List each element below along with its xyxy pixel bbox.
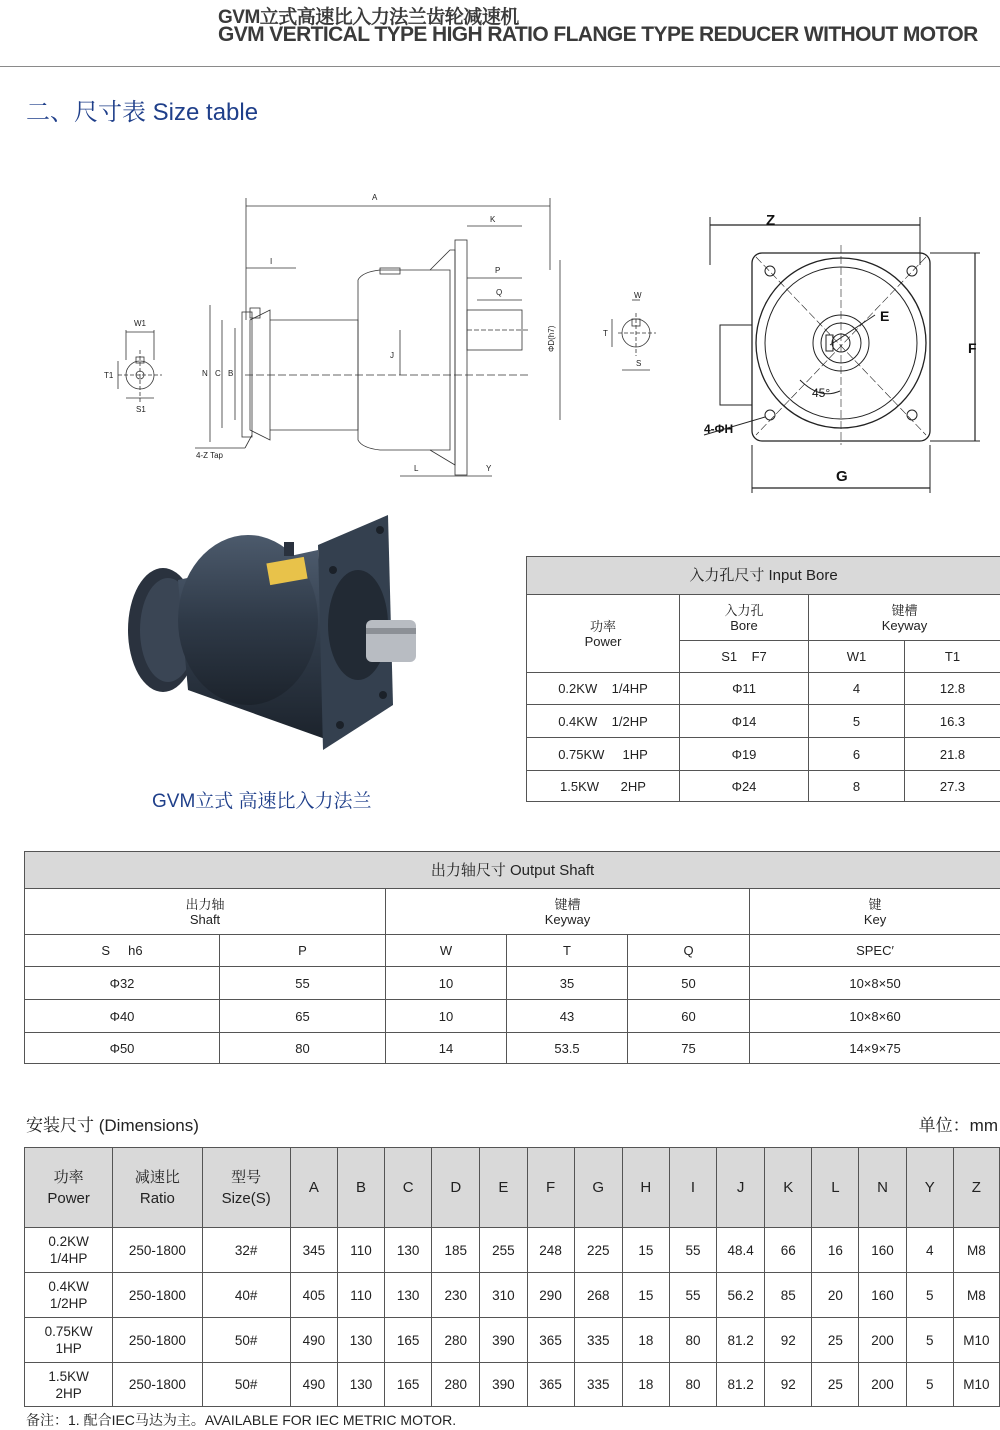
cell-val: 165 [385, 1318, 432, 1363]
table-row [25, 1000, 1000, 1033]
cell-w1: 8 [809, 771, 905, 802]
cell-val: 130 [337, 1363, 384, 1407]
cell-t1: 27.3 [905, 771, 1000, 802]
table-row [527, 673, 1000, 705]
col-header: I [669, 1148, 716, 1228]
label-angle: 45° [812, 386, 830, 400]
cell-p: 80 [220, 1033, 386, 1064]
cell-s: Φ50 [25, 1033, 220, 1064]
keyway-en: Keyway [809, 618, 1000, 633]
cell-power: 0.2KW 1/4HP [527, 673, 680, 705]
cell-ratio: 250-1800 [113, 1273, 202, 1318]
table-row [25, 1318, 1000, 1363]
table-row [25, 967, 1000, 1000]
output-shaft-section [600, 288, 660, 383]
unit-label: 单位：mm [919, 1111, 998, 1136]
cell-val: 25 [812, 1363, 859, 1407]
cell-val: 345 [290, 1228, 337, 1273]
cell-val: M10 [953, 1318, 999, 1363]
cell-val: 15 [622, 1273, 669, 1318]
input-bore-end-view [118, 330, 162, 402]
cell-val: 160 [859, 1273, 906, 1318]
col-header: A [290, 1148, 337, 1228]
label-Z: Z [766, 212, 775, 229]
keyway-en: Keyway [386, 912, 749, 927]
col-header: E [480, 1148, 527, 1228]
cell-val: 160 [859, 1228, 906, 1273]
keyway-cn: 键槽 [809, 603, 1000, 618]
dim-power-header [25, 1148, 113, 1228]
cell-bore: Φ19 [680, 738, 809, 771]
cell-size: 32# [202, 1228, 290, 1273]
cell-bore: Φ11 [680, 673, 809, 705]
dimensions-title: 安装尺寸 (Dimensions) [26, 1111, 199, 1136]
sub-t: T [507, 935, 628, 967]
table-row [527, 771, 1000, 802]
col-header: Y [906, 1148, 953, 1228]
key-header [750, 889, 1000, 935]
cell-spec: 10×8×50 [750, 967, 1000, 1000]
cell-val: 92 [765, 1318, 812, 1363]
cell-size: 50# [202, 1363, 290, 1407]
sub-spec: SPEC′ [750, 935, 1000, 967]
col-header: H [622, 1148, 669, 1228]
output-shaft-title: 出力轴尺寸 Output Shaft [25, 852, 1000, 889]
cell-val: 490 [290, 1318, 337, 1363]
cell-q: 60 [628, 1000, 750, 1033]
keyway-header [809, 595, 1000, 641]
kw: 0.4KW [25, 1278, 112, 1295]
keyway-cn: 键槽 [386, 897, 749, 912]
cell-val: 185 [432, 1228, 480, 1273]
cell-s: Φ32 [25, 967, 220, 1000]
shaft-en: Shaft [25, 912, 385, 927]
cell-val: 4 [906, 1228, 953, 1273]
kw: 0.75KW [25, 1323, 112, 1340]
cell-w1: 5 [809, 705, 905, 738]
cell-val: 165 [385, 1363, 432, 1407]
cell-ratio: 250-1800 [113, 1228, 202, 1273]
key-en: Key [750, 912, 1000, 927]
cell-s: Φ40 [25, 1000, 220, 1033]
cell-val: 16 [812, 1228, 859, 1273]
bore-header [680, 595, 809, 641]
cell-val: 20 [812, 1273, 859, 1318]
power-en: Power [25, 1188, 112, 1209]
product-image [118, 510, 428, 775]
label-C: C [215, 369, 221, 378]
cell-val: 200 [859, 1318, 906, 1363]
label-N: N [202, 369, 208, 378]
table-row [25, 1228, 1000, 1273]
label-S1: S1 [136, 405, 146, 414]
cell-val: 5 [906, 1318, 953, 1363]
cell-val: 5 [906, 1363, 953, 1407]
cell-val: 80 [669, 1363, 716, 1407]
sub-w: W [386, 935, 507, 967]
cell-t: 53.5 [507, 1033, 628, 1064]
sub-q: Q [628, 935, 750, 967]
hp: 1/4HP [25, 1250, 112, 1267]
key-cn: 键 [750, 897, 1000, 912]
label-F: F [968, 340, 977, 356]
cell-bore: Φ24 [680, 771, 809, 802]
cell-val: 405 [290, 1273, 337, 1318]
label-Q: Q [496, 288, 502, 297]
col-header: N [859, 1148, 906, 1228]
table-row [527, 738, 1000, 771]
col-header: Z [953, 1148, 999, 1228]
sub-s1: S1 F7 [680, 641, 809, 673]
col-header: F [527, 1148, 574, 1228]
keyway-header [386, 889, 750, 935]
cell-val: 5 [906, 1273, 953, 1318]
kw: 0.2KW [25, 1233, 112, 1250]
cell-p: 55 [220, 967, 386, 1000]
dimensions-table [24, 1147, 1000, 1407]
side-view-drawing [100, 180, 580, 495]
cell-t: 35 [507, 967, 628, 1000]
cell-val: 130 [385, 1273, 432, 1318]
cell-val: 110 [337, 1228, 384, 1273]
cell-val: 365 [527, 1318, 574, 1363]
cell-val: 18 [622, 1318, 669, 1363]
label-T: T [603, 329, 608, 338]
cell-val: 81.2 [717, 1363, 765, 1407]
shaft-cn: 出力轴 [25, 897, 385, 912]
cell-size: 50# [202, 1318, 290, 1363]
header-title-en: GVM VERTICAL TYPE HIGH RATIO FLANGE TYPE REDUCER WITHOUT MOTOR [218, 23, 978, 47]
cell-t1: 21.8 [905, 738, 1000, 771]
hp: 1HP [25, 1340, 112, 1357]
cell-power [25, 1318, 113, 1363]
output-shaft-table [24, 851, 1000, 1064]
cell-val: 130 [385, 1228, 432, 1273]
cell-val: 15 [622, 1228, 669, 1273]
ratio-en: Ratio [113, 1188, 201, 1209]
cell-val: 268 [574, 1273, 622, 1318]
dim-ratio-header [113, 1148, 202, 1228]
cell-power [25, 1363, 113, 1407]
label-W: W [634, 291, 642, 300]
input-bore-power-header [527, 595, 680, 673]
cell-spec: 14×9×75 [750, 1033, 1000, 1064]
shaft-header [25, 889, 386, 935]
label-S: S [636, 359, 641, 368]
label-Y: Y [486, 464, 492, 473]
sub-p: P [220, 935, 386, 967]
footnote: 备注：1. 配合IEC马达为主。AVAILABLE FOR IEC METRIC MOTOR. [26, 1410, 456, 1430]
col-header: J [717, 1148, 765, 1228]
label-OD: ΦD(h7) [547, 325, 556, 352]
header-title-cn: GVM立式高速比入力法兰齿轮减速机 [218, 2, 519, 29]
cell-power: 1.5KW 2HP [527, 771, 680, 802]
input-bore-title: 入力孔尺寸 Input Bore [527, 557, 1000, 595]
cell-val: 85 [765, 1273, 812, 1318]
col-header: K [765, 1148, 812, 1228]
cell-q: 50 [628, 967, 750, 1000]
bore-en: Bore [680, 618, 808, 633]
cell-power: 0.4KW 1/2HP [527, 705, 680, 738]
cell-val: 225 [574, 1228, 622, 1273]
hp: 1/2HP [25, 1295, 112, 1312]
cell-val: 25 [812, 1318, 859, 1363]
cell-val: 310 [480, 1273, 527, 1318]
ratio-cn: 减速比 [113, 1167, 201, 1188]
cell-val: 55 [669, 1273, 716, 1318]
cell-val: M10 [953, 1363, 999, 1407]
sub-s: S h6 [25, 935, 220, 967]
table-row [25, 1033, 1000, 1064]
label-W1: W1 [134, 319, 147, 328]
size-cn: 型号 [203, 1167, 290, 1188]
cell-val: 110 [337, 1273, 384, 1318]
table-row [25, 1273, 1000, 1318]
power-en: Power [527, 634, 679, 649]
front-flange-view [690, 205, 990, 500]
cell-val: 390 [480, 1318, 527, 1363]
cell-val: 18 [622, 1363, 669, 1407]
col-header: G [574, 1148, 622, 1228]
label-G: G [836, 468, 848, 485]
cell-val: 280 [432, 1318, 480, 1363]
cell-w1: 6 [809, 738, 905, 771]
cell-val: 66 [765, 1228, 812, 1273]
cell-size: 40# [202, 1273, 290, 1318]
hp: 2HP [25, 1385, 112, 1402]
power-cn: 功率 [527, 619, 679, 634]
cell-val: 200 [859, 1363, 906, 1407]
label-ZTap: 4-Z Tap [196, 451, 224, 460]
cell-val: 365 [527, 1363, 574, 1407]
size-en: Size(S) [203, 1188, 290, 1209]
col-header: C [385, 1148, 432, 1228]
label-H: 4-ΦH [704, 422, 733, 436]
label-E: E [880, 308, 889, 324]
input-bore-table [526, 556, 1000, 802]
cell-power: 0.75KW 1HP [527, 738, 680, 771]
label-T1: T1 [104, 371, 114, 380]
cell-w: 10 [386, 967, 507, 1000]
col-header: D [432, 1148, 480, 1228]
cell-p: 65 [220, 1000, 386, 1033]
cell-power [25, 1273, 113, 1318]
cell-val: 280 [432, 1363, 480, 1407]
cell-t1: 16.3 [905, 705, 1000, 738]
cell-val: 55 [669, 1228, 716, 1273]
product-caption: GVM立式 高速比入力法兰 [152, 786, 372, 813]
cell-bore: Φ14 [680, 705, 809, 738]
cell-t1: 12.8 [905, 673, 1000, 705]
cell-val: M8 [953, 1273, 999, 1318]
cell-t: 43 [507, 1000, 628, 1033]
cell-w: 14 [386, 1033, 507, 1064]
cell-val: 490 [290, 1363, 337, 1407]
cell-val: 56.2 [717, 1273, 765, 1318]
cell-val: 92 [765, 1363, 812, 1407]
label-J: J [390, 351, 394, 360]
cell-power [25, 1228, 113, 1273]
cell-w1: 4 [809, 673, 905, 705]
bore-cn: 入力孔 [680, 603, 808, 618]
cell-ratio: 250-1800 [113, 1318, 202, 1363]
sub-t1: T1 [905, 641, 1000, 673]
label-I: I [270, 257, 272, 266]
cell-val: 248 [527, 1228, 574, 1273]
label-A: A [372, 193, 378, 202]
cell-val: 390 [480, 1363, 527, 1407]
cell-ratio: 250-1800 [113, 1363, 202, 1407]
cell-val: 255 [480, 1228, 527, 1273]
cell-val: 230 [432, 1273, 480, 1318]
cell-val: 80 [669, 1318, 716, 1363]
cell-val: 81.2 [717, 1318, 765, 1363]
label-B: B [228, 369, 233, 378]
dim-size-header [202, 1148, 290, 1228]
label-P: P [495, 266, 500, 275]
section-title: 二、尺寸表 Size table [26, 92, 258, 127]
table-row [25, 1363, 1000, 1407]
cell-val: 335 [574, 1363, 622, 1407]
label-L: L [414, 464, 419, 473]
col-header: L [812, 1148, 859, 1228]
reducer-body [242, 240, 530, 475]
header-divider [0, 66, 1000, 67]
cell-val: 290 [527, 1273, 574, 1318]
cell-val: M8 [953, 1228, 999, 1273]
cell-w: 10 [386, 1000, 507, 1033]
cell-spec: 10×8×60 [750, 1000, 1000, 1033]
cell-val: 335 [574, 1318, 622, 1363]
cell-q: 75 [628, 1033, 750, 1064]
cell-val: 48.4 [717, 1228, 765, 1273]
kw: 1.5KW [25, 1368, 112, 1385]
col-header: B [337, 1148, 384, 1228]
cell-val: 130 [337, 1318, 384, 1363]
label-K: K [490, 215, 496, 224]
table-row [527, 705, 1000, 738]
sub-w1: W1 [809, 641, 905, 673]
power-cn: 功率 [25, 1167, 112, 1188]
